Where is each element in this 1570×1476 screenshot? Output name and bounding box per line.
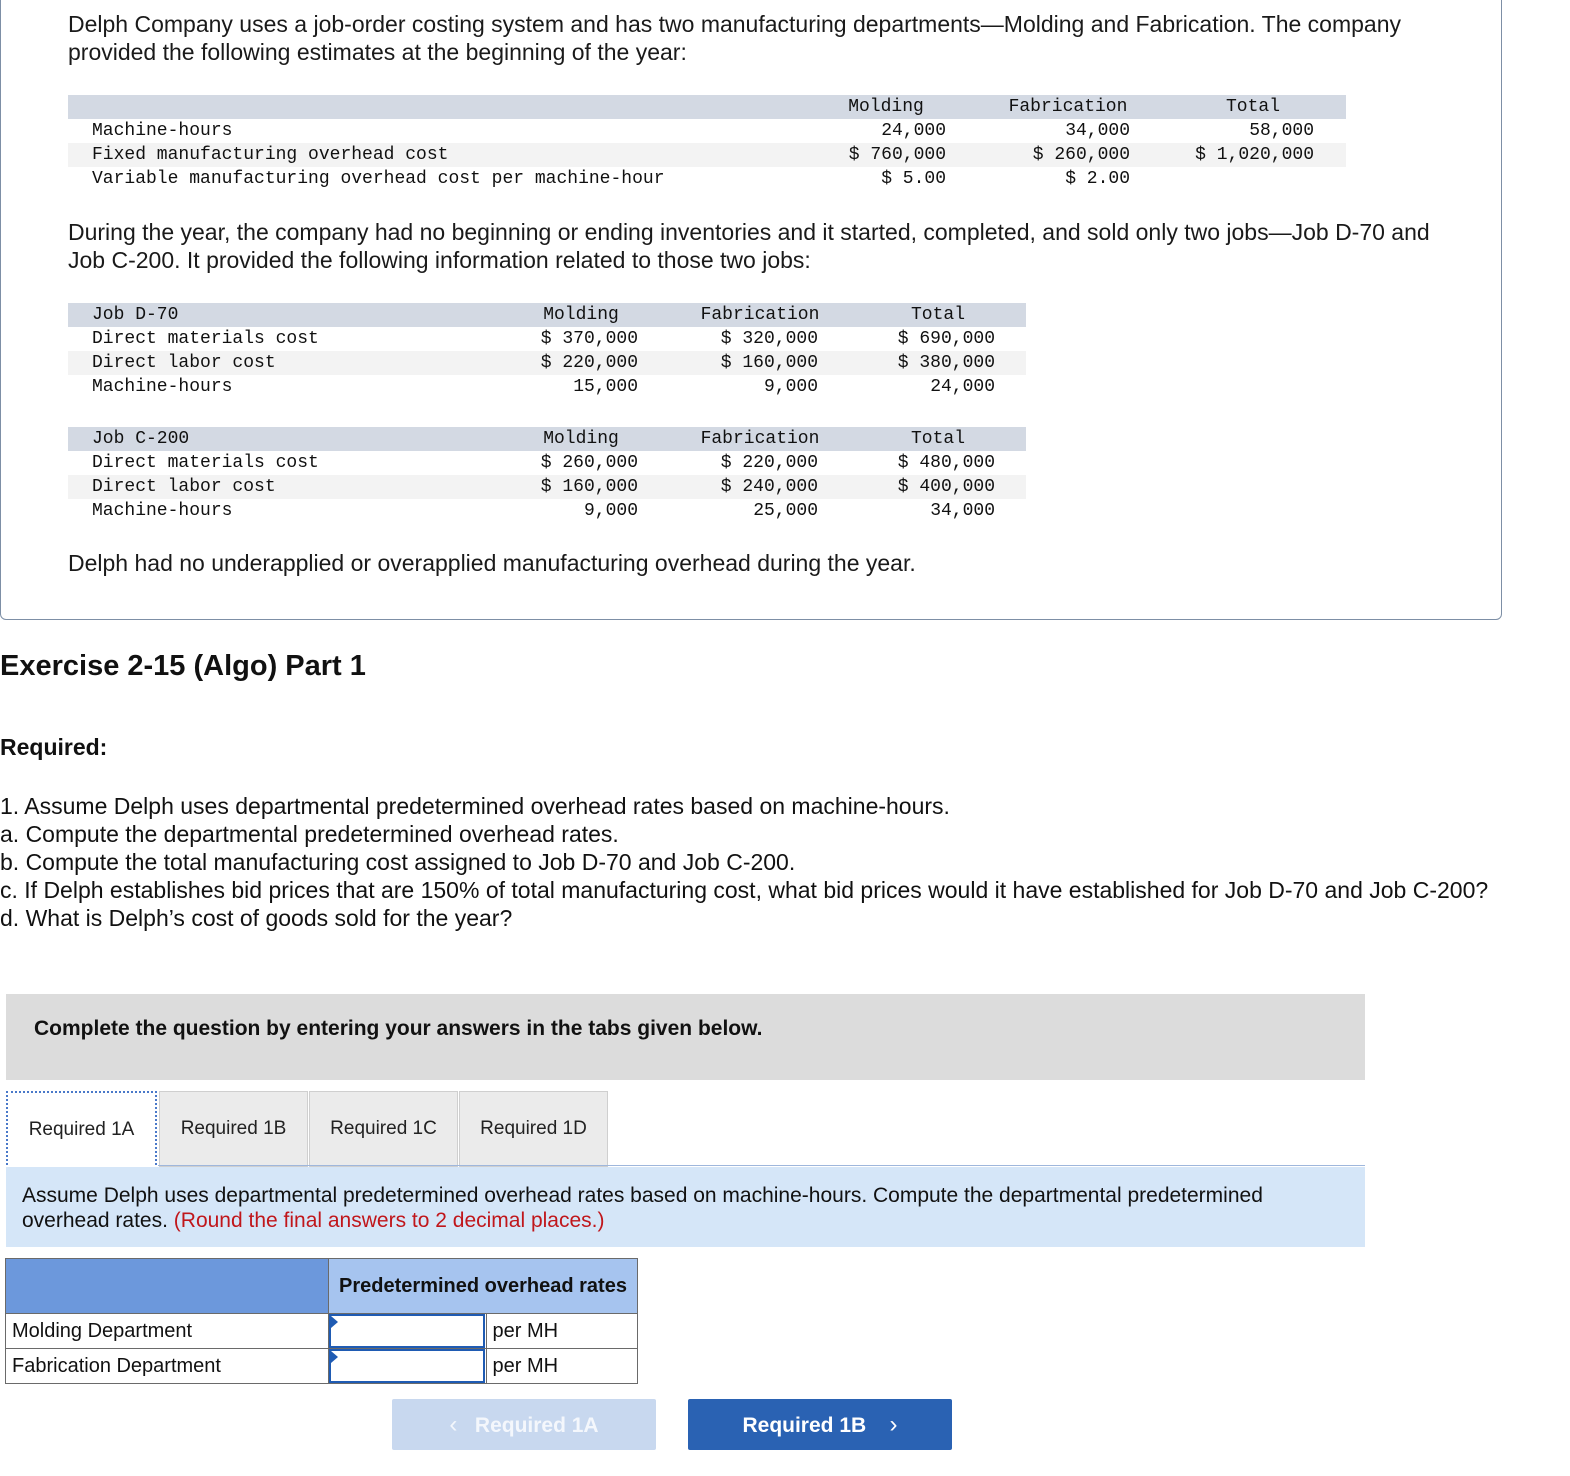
tab-required-1b[interactable]: Required 1B <box>159 1091 308 1167</box>
estimates-header-row <box>68 95 1346 119</box>
required-item: b. Compute the total manufacturing cost assigned to Job D-70 and Job C-200. <box>0 849 796 875</box>
header-molding: Molding <box>543 429 619 449</box>
tab-divider <box>158 1165 1365 1166</box>
row-label: Direct materials cost <box>92 329 319 349</box>
row-label: Machine-hours <box>92 377 233 397</box>
cell-fabrication: $ 260,000 <box>1032 145 1130 165</box>
header-molding: Molding <box>848 97 924 117</box>
table-row <box>6 1349 638 1384</box>
row-label: Direct labor cost <box>92 477 276 497</box>
job-d70-header-row <box>68 303 1026 327</box>
overhead-note: Delph had no underapplied or overapplied manufacturing overhead during the year. <box>68 550 916 576</box>
table-row <box>68 327 1026 351</box>
cell-molding: 15,000 <box>573 377 638 397</box>
cell-molding: 9,000 <box>583 501 638 521</box>
tab-required-1a[interactable]: Required 1A <box>6 1091 157 1169</box>
rounding-note: (Round the final answers to 2 decimal places.) <box>173 1209 605 1232</box>
cell-total: $ 380,000 <box>897 353 995 373</box>
prev-button[interactable] <box>392 1399 656 1450</box>
tab-required-1c[interactable]: Required 1C <box>309 1091 458 1167</box>
row-label: Machine-hours <box>92 121 233 141</box>
row-label: Direct labor cost <box>92 353 276 373</box>
required-heading: Required: <box>0 734 108 760</box>
required-item: c. If Delph establishes bid prices that are 150% of total manufacturing cost, what bid prices would it have established for Job D-70 and Job C-200? <box>0 877 1489 903</box>
exercise-title: Exercise 2-15 (Algo) Part 1 <box>0 650 366 682</box>
cell-total: 58,000 <box>1249 121 1314 141</box>
cell-total: $ 690,000 <box>897 329 995 349</box>
fabrication-department-label: Fabrication Department <box>6 1349 329 1384</box>
table-row <box>68 499 1026 523</box>
instruction-banner <box>6 994 1365 1080</box>
cell-fabrication: $ 240,000 <box>720 477 818 497</box>
required-item: 1. Assume Delph uses departmental predetermined overhead rates based on machine-hours. <box>0 793 950 819</box>
cell-molding: $ 370,000 <box>540 329 638 349</box>
prev-button-label: Required 1A <box>474 1414 599 1437</box>
instruction-text: Complete the question by entering your answers in the tabs given below. <box>34 1017 763 1040</box>
job-title: Job C-200 <box>92 429 190 449</box>
question-prompt <box>6 1167 1365 1247</box>
required-item: a. Compute the departmental predetermined overhead rates. <box>0 821 619 847</box>
job-title: Job D-70 <box>92 305 179 325</box>
required-list <box>0 792 1540 932</box>
molding-unit: per MH <box>486 1314 638 1349</box>
chevron-right-icon: › <box>889 1411 898 1438</box>
cell-fabrication: $ 160,000 <box>720 353 818 373</box>
cell-total: 34,000 <box>930 501 995 521</box>
header-fabrication: Fabrication <box>1008 97 1128 117</box>
prompt-text: Assume Delph uses departmental predetermined overhead rates based on machine-hours. Compute the departmental predetermined overhead rates. <box>22 1184 1263 1232</box>
required-item: d. What is Delph’s cost of goods sold for the year? <box>0 905 513 931</box>
answer-header-row <box>6 1259 638 1314</box>
cell-total: $ 480,000 <box>897 453 995 473</box>
table-row <box>68 451 1026 475</box>
table-row <box>68 475 1026 499</box>
table-row <box>68 351 1026 375</box>
header-fabrication: Fabrication <box>700 305 820 325</box>
jobs-paragraph: During the year, the company had no beginning or ending inventories and it started, completed, and sold only two jobs—Job D-70 and Job C-200. It provided the following information related to those two jobs: <box>68 219 1430 273</box>
fabrication-rate-cell <box>329 1349 487 1384</box>
header-fabrication: Fabrication <box>700 429 820 449</box>
answer-table <box>5 1258 638 1384</box>
cell-fabrication: 34,000 <box>1065 121 1130 141</box>
table-row <box>68 143 1346 167</box>
table-row <box>68 119 1346 143</box>
predetermined-rates-header: Predetermined overhead rates <box>329 1259 638 1314</box>
tab-required-1d[interactable]: Required 1D <box>459 1091 608 1167</box>
cell-molding: 24,000 <box>881 121 946 141</box>
cell-fabrication: 9,000 <box>763 377 818 397</box>
prompt-text-block <box>22 1183 1322 1233</box>
cell-fabrication: $ 2.00 <box>1065 169 1130 189</box>
cell-total: $ 1,020,000 <box>1195 145 1314 165</box>
cell-molding: $ 220,000 <box>540 353 638 373</box>
table-row <box>68 167 1346 191</box>
cell-molding: $ 160,000 <box>540 477 638 497</box>
table-row <box>6 1314 638 1349</box>
row-label: Direct materials cost <box>92 453 319 473</box>
intro-paragraph: Delph Company uses a job-order costing system and has two manufacturing departments—Molding and Fabrication. The company provided the following estimates at the beginning of the year: <box>68 11 1401 65</box>
cell-molding: $ 260,000 <box>540 453 638 473</box>
row-label: Fixed manufacturing overhead cost <box>92 145 449 165</box>
row-label: Variable manufacturing overhead cost per machine-hour <box>92 169 665 189</box>
cell-molding: $ 5.00 <box>881 169 946 189</box>
header-blank-cell <box>6 1259 329 1314</box>
molding-department-label: Molding Department <box>6 1314 329 1349</box>
job-c200-header-row <box>68 427 1026 451</box>
row-label: Machine-hours <box>92 501 233 521</box>
table-row <box>68 375 1026 399</box>
header-total: Total <box>910 305 965 325</box>
cell-total: 24,000 <box>930 377 995 397</box>
fabrication-rate-input[interactable] <box>329 1349 485 1383</box>
cell-total: $ 400,000 <box>897 477 995 497</box>
cell-fabrication: $ 320,000 <box>720 329 818 349</box>
cell-molding: $ 760,000 <box>848 145 946 165</box>
header-total: Total <box>1225 97 1280 117</box>
molding-rate-cell <box>329 1314 487 1349</box>
next-button-label: Required 1B <box>742 1414 867 1437</box>
molding-rate-input[interactable] <box>329 1314 485 1348</box>
header-total: Total <box>910 429 965 449</box>
cell-fabrication: $ 220,000 <box>720 453 818 473</box>
fabrication-unit: per MH <box>486 1349 638 1384</box>
cell-fabrication: 25,000 <box>753 501 818 521</box>
header-molding: Molding <box>543 305 619 325</box>
next-button[interactable] <box>688 1399 952 1450</box>
chevron-left-icon: ‹ <box>449 1411 458 1438</box>
